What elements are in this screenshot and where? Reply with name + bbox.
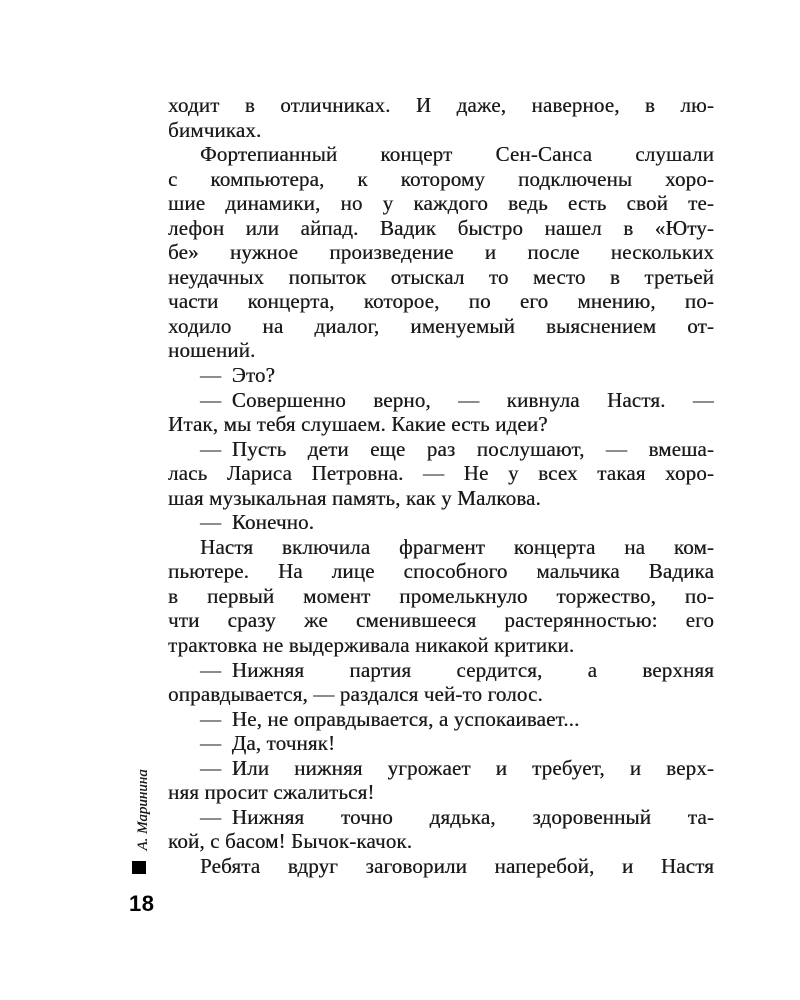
- text-line: Итак, мы тебя слушаем. Какие есть идеи?: [168, 412, 548, 437]
- text-line: лась Лариса Петровна. — Не у всех такая хоро-: [168, 461, 714, 486]
- text-line: — Это?: [200, 363, 275, 388]
- series-square-marker-icon: [132, 861, 146, 874]
- text-line: ходило на диалог, именуемый выяснением от-: [168, 313, 714, 338]
- text-line: пьютере. На лице способного мальчика Вадика: [168, 559, 714, 584]
- text-line: с компьютера, к которому подключены хоро-: [168, 166, 714, 191]
- text-line: бе» нужное произведение и после нескольких: [168, 240, 714, 265]
- text-line: оправдывается, — раздался чей-то голос.: [168, 682, 543, 707]
- text-line: — Не, не оправдывается, а успокаивает...: [200, 706, 580, 731]
- text-line: няя просит сжалиться!: [168, 780, 375, 805]
- text-line: чти сразу же сменившееся растерянностью: его: [168, 608, 714, 633]
- text-line: лефон или айпад. Вадик быстро нашел в «Юту-: [168, 215, 714, 240]
- text-line: части концерта, которое, по его мнению, по-: [168, 289, 714, 314]
- text-line: — Пусть дети еще раз послушают, — вмеша-: [200, 436, 714, 461]
- text-line: ношений.: [168, 338, 256, 363]
- text-line: трактовка не выдерживала никакой критики.: [168, 633, 575, 658]
- text-line: — Да, точняк!: [200, 731, 336, 756]
- text-line: Ребята вдруг заговорили наперебой, и Настя: [200, 853, 714, 878]
- text-line: бимчиках.: [168, 117, 262, 142]
- author-name-vertical: А. Маринина: [135, 769, 151, 851]
- text-line: шие динамики, но у каждого ведь есть свой те-: [168, 191, 714, 216]
- page-number: 18: [129, 891, 155, 916]
- text-line: шая музыкальная память, как у Малкова.: [168, 485, 541, 510]
- body-text: [168, 93, 714, 879]
- text-line: — Или нижняя угрожает и требует, и верх-: [200, 755, 714, 780]
- text-line: неудачных попыток отыскал то место в третьей: [168, 264, 714, 289]
- text-line: — Конечно.: [200, 510, 315, 535]
- text-line: Настя включила фрагмент концерта на ком-: [200, 534, 714, 559]
- text-line: — Нижняя точно дядька, здоровенный та-: [200, 804, 714, 829]
- text-line: в первый момент промелькнуло торжество, по-: [168, 583, 714, 608]
- text-line: — Нижняя партия сердится, а верхняя: [200, 657, 714, 682]
- text-line: кой, с басом! Бычок-качок.: [168, 829, 413, 854]
- text-line: Фортепианный концерт Сен-Санса слушали: [200, 142, 714, 167]
- text-line: — Совершенно верно, — кивнула Настя. —: [200, 387, 714, 412]
- text-line: ходит в отличниках. И даже, наверное, в лю-: [168, 93, 714, 117]
